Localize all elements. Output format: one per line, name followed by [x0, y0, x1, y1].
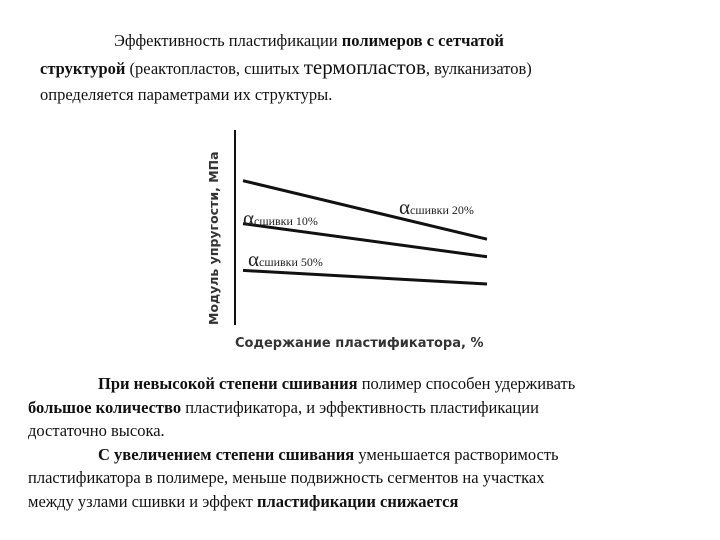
- intro-text-2a: структурой: [40, 59, 126, 78]
- label-series-10-sub: сшивки 10%: [254, 214, 318, 228]
- outro-text-6b: пластификации снижается: [256, 491, 459, 511]
- outro-text-4b: уменьшается растворимость: [354, 444, 559, 464]
- label-series-10: [243, 206, 318, 230]
- outro-line-5: пластификатора в полимере, меньше подвижность сегментов на участках: [28, 468, 545, 488]
- label-series-50-sub: сшивки 50%: [259, 255, 323, 269]
- label-series-20-alpha: α: [399, 195, 411, 219]
- outro-line-4: [28, 443, 698, 467]
- label-series-20: [399, 195, 474, 219]
- line-series-10: [243, 224, 487, 257]
- outro-line-3: достаточно высока.: [28, 421, 165, 441]
- label-series-20-sub: сшивки 20%: [410, 203, 474, 217]
- intro-text-2c: термопластов: [303, 55, 426, 79]
- outro-text-6a: между узлами сшивки и эффект: [28, 491, 257, 511]
- label-series-10-alpha: α: [243, 206, 255, 230]
- outro-line-6: [28, 490, 698, 514]
- outro-text-1a: При невысокой степени сшивания: [98, 374, 358, 393]
- label-series-50-alpha: α: [248, 247, 260, 271]
- outro-text-4a: С увеличением степени сшивания: [98, 444, 355, 464]
- outro-line-2: [28, 396, 698, 420]
- x-axis-label: Содержание пластификатора, %: [235, 336, 484, 351]
- intro-text-1a: Эффективность пластификации: [114, 31, 342, 50]
- line-series-50: [243, 270, 487, 284]
- intro-text: [40, 28, 700, 108]
- intro-line-1: [40, 28, 700, 54]
- plasticizer-chart: [195, 120, 515, 360]
- intro-text-2b: (реактопластов, сшитых: [125, 59, 304, 78]
- intro-line-2: [40, 54, 700, 82]
- outro-text-1b: полимер способен удерживать: [357, 374, 576, 393]
- outro-text-2a: большое количество: [28, 397, 182, 417]
- intro-text-1b: полимеров с сетчатой: [341, 31, 504, 50]
- outro-text-2b: пластификатора, и эффективность пластификации: [181, 397, 539, 417]
- y-axis-label: Модуль упругости, МПа: [206, 151, 221, 325]
- intro-line-3: определяется параметрами их структуры.: [40, 85, 333, 104]
- intro-text-2d: , вулканизатов): [425, 59, 532, 78]
- label-series-50: [248, 247, 323, 271]
- outro-text: [28, 372, 698, 514]
- chart-svg: [195, 120, 515, 360]
- outro-line-1: [28, 372, 698, 396]
